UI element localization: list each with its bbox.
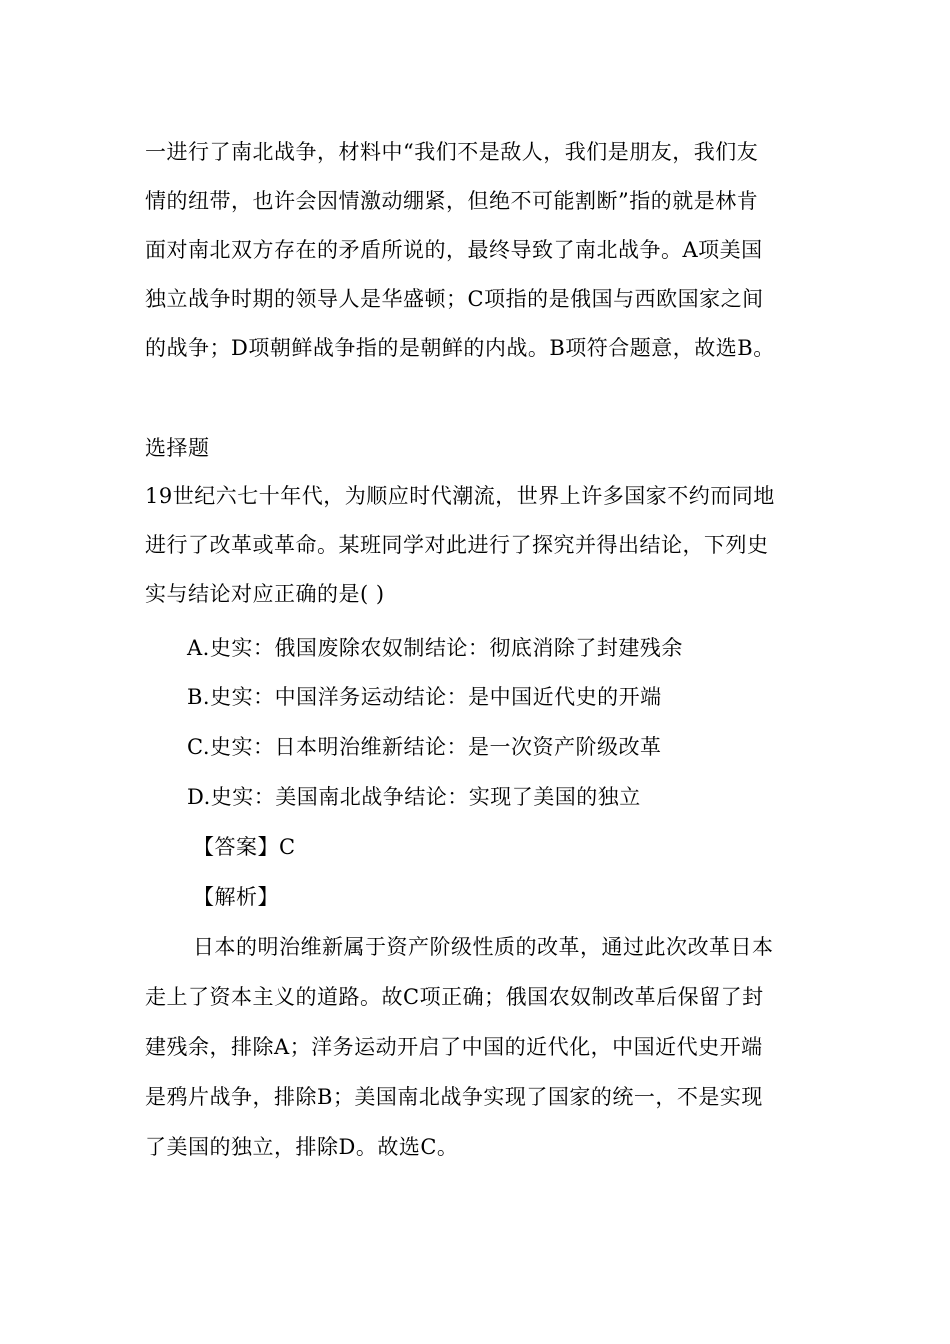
analysis-label: 【解析】: [193, 885, 279, 909]
option-a: A.史实：俄国废除农奴制结论：彻底消除了封建残余: [187, 636, 683, 660]
answer-line: 【答案】C: [193, 835, 296, 859]
question-stem-line: 实与结论对应正确的是( ): [145, 582, 385, 606]
analysis-line: 日本的明治维新属于资产阶级性质的改革，通过此次改革日本: [193, 935, 774, 959]
analysis-line: 了美国的独立，排除D。故选C。: [145, 1135, 459, 1159]
option-d: D.史实：美国南北战争结论：实现了美国的独立: [187, 785, 641, 809]
option-b: B.史实：中国洋务运动结论：是中国近代史的开端: [187, 685, 662, 709]
option-c: C.史实：日本明治维新结论：是一次资产阶级改革: [187, 735, 662, 759]
analysis-line: 走上了资本主义的道路。故C项正确；俄国农奴制改革后保留了封: [145, 985, 764, 1009]
previous-analysis-line: 情的纽带，也许会因情激动绷紧，但绝不可能割断”指的就是林肯: [145, 189, 759, 213]
question-type-label: 选择题: [145, 436, 210, 460]
previous-analysis-line: 一进行了南北战争，材料中“我们不是敌人，我们是朋友，我们友: [145, 140, 759, 164]
previous-analysis-line: 独立战争时期的领导人是华盛顿；C项指的是俄国与西欧国家之间: [145, 287, 764, 311]
analysis-line: 建残余，排除A；洋务运动开启了中国的近代化，中国近代史开端: [145, 1035, 763, 1059]
question-stem-line: 进行了改革或革命。某班同学对此进行了探究并得出结论，下列史: [145, 533, 769, 557]
previous-analysis-line: 的战争；D项朝鲜战争指的是朝鲜的内战。B项符合题意，故选B。: [145, 336, 775, 360]
question-stem-line: 19世纪六七十年代，为顺应时代潮流，世界上许多国家不约而同地: [145, 484, 775, 508]
analysis-line: 是鸦片战争，排除B；美国南北战争实现了国家的统一，不是实现: [145, 1085, 763, 1109]
previous-analysis-line: 面对南北双方存在的矛盾所说的，最终导致了南北战争。A项美国: [145, 238, 763, 262]
